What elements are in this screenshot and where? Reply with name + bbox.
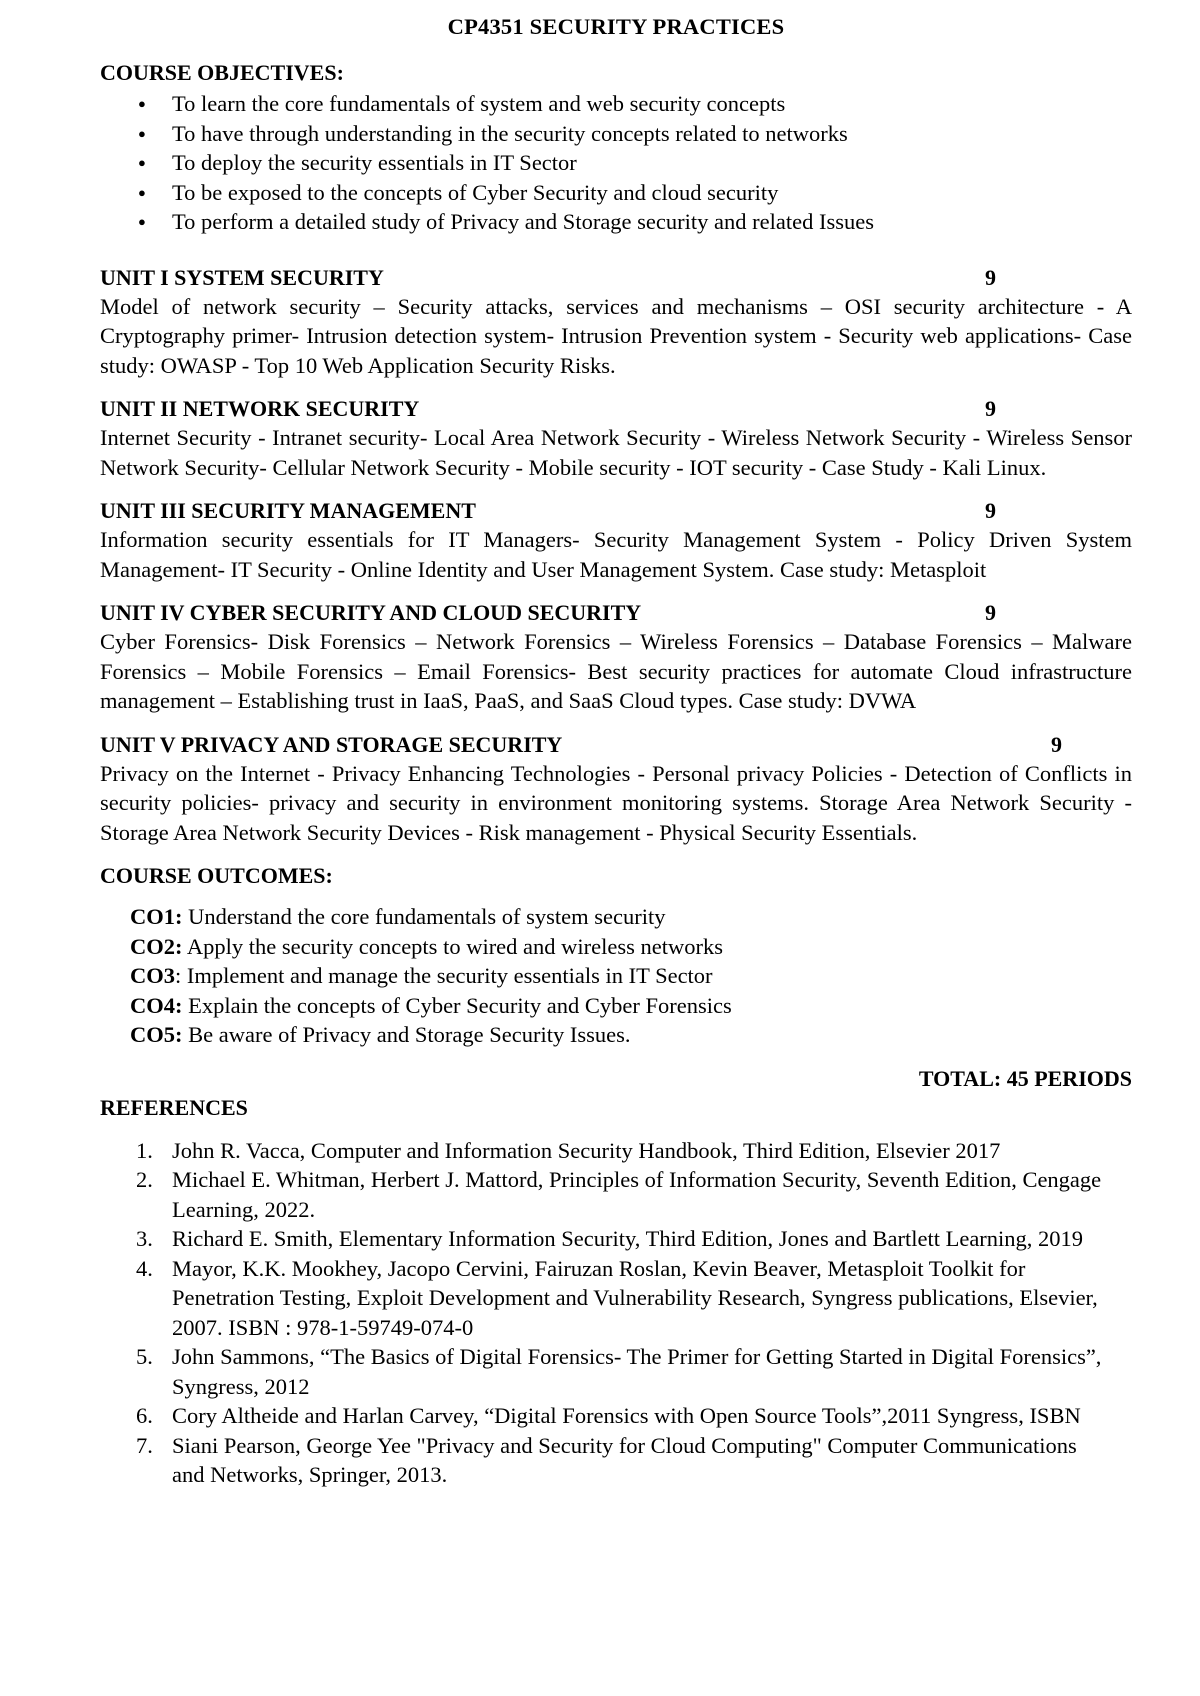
- unit-hours: 9: [985, 600, 996, 625]
- reference-text: Michael E. Whitman, Herbert J. Mattord, Principles of Information Security, Seventh Edition, Cengage Learning, 2022.: [172, 1167, 1102, 1222]
- outcomes-list: [100, 902, 1132, 1050]
- page-title: CP4351 SECURITY PRACTICES: [447, 14, 785, 39]
- reference-item: [136, 1401, 1132, 1431]
- unit-title: UNIT III SECURITY MANAGEMENT: [100, 498, 476, 523]
- outcome-text: : Implement and manage the security essentials in IT Sector: [175, 963, 713, 988]
- outcome-item: [130, 902, 1132, 932]
- reference-text: Siani Pearson, George Yee "Privacy and Security for Cloud Computing" Computer Communications and Networks, Springer, 2013.: [172, 1432, 1077, 1487]
- unit-hours: 9: [985, 396, 996, 421]
- outcome-item: [130, 991, 1132, 1021]
- reference-item: [136, 1136, 1132, 1166]
- unit-hours: 9: [985, 264, 996, 290]
- objective-item: ● To be exposed to the concepts of Cyber Security and cloud security: [172, 178, 1132, 208]
- reference-text: John R. Vacca, Computer and Information Security Handbook, Third Edition, Elsevier 2017: [172, 1137, 1001, 1163]
- outcome-text: Be aware of Privacy and Storage Security Issues.: [182, 1022, 631, 1047]
- reference-item: [136, 1165, 1132, 1224]
- reference-text: Mayor, K.K. Mookhey, Jacopo Cervini, Fairuzan Roslan, Kevin Beaver, Metasploit Toolkit for Penetration Testing, Exploit Development and Vulnerability Research, Syngress publications, Elsevier, 2007. ISBN : 978-1-59749-074-0: [172, 1255, 1098, 1340]
- reference-item: [136, 1254, 1132, 1343]
- outcome-text: Understand the core fundamentals of system security: [182, 904, 666, 929]
- reference-item: [136, 1431, 1132, 1490]
- outcome-code: CO5:: [130, 1022, 183, 1047]
- unit-3: [100, 496, 1132, 584]
- references-heading: REFERENCES: [100, 1094, 248, 1120]
- unit-heading: [100, 496, 1132, 525]
- outcome-text: Apply the security concepts to wired and wireless networks: [182, 933, 723, 959]
- objectives-list: [100, 89, 1132, 237]
- objective-item: ● To deploy the security essentials in IT Sector: [172, 148, 1132, 178]
- references-list: [100, 1136, 1132, 1490]
- outcome-item: [130, 932, 1132, 962]
- unit-hours: 9: [985, 498, 996, 523]
- reference-number: 3.: [136, 1226, 153, 1251]
- unit-title: UNIT V PRIVACY AND STORAGE SECURITY: [100, 731, 563, 757]
- unit-body: Model of network security – Security attacks, services and mechanisms – OSI security architecture - A Cryptography primer- Intrusion detection system- Intrusion Prevention system - Security web applications- Case study: OWASP - Top 10 Web Application Security Risks.: [100, 293, 1132, 378]
- reference-item: [136, 1224, 1132, 1254]
- unit-heading: [100, 598, 1132, 627]
- reference-number: 7.: [136, 1432, 153, 1458]
- unit-4: [100, 598, 1132, 716]
- reference-text: John Sammons, “The Basics of Digital Forensics- The Primer for Getting Started in Digital Forensics”, Syngress, 2012: [172, 1344, 1102, 1399]
- unit-5: [100, 730, 1132, 848]
- outcome-code: CO4:: [130, 992, 183, 1018]
- unit-body: Privacy on the Internet - Privacy Enhancing Technologies - Personal privacy Policies - Detection of Conflicts in security policies- privacy and security in environment monitoring systems. Storage Area Network Security - Storage Area Network Security Devices - Risk management - Physical Security Essentials.: [100, 760, 1132, 845]
- syllabus-page: [100, 10, 1132, 1490]
- unit-body: Information security essentials for IT Managers- Security Management System - Policy Driven System Management- IT Security - Online Identity and User Management System. Case study: Metasploit: [100, 527, 1132, 582]
- reference-number: 4.: [136, 1255, 153, 1281]
- unit-heading: [100, 394, 1132, 423]
- unit-2: [100, 394, 1132, 482]
- objective-item: ● To have through understanding in the security concepts related to networks: [172, 119, 1132, 149]
- unit-title: UNIT IV CYBER SECURITY AND CLOUD SECURITY: [100, 600, 642, 625]
- reference-text: Richard E. Smith, Elementary Information Security, Third Edition, Jones and Bartlett Learning, 2019: [172, 1226, 1084, 1251]
- reference-text: Cory Altheide and Harlan Carvey, “Digital Forensics with Open Source Tools”,2011 Syngress, ISBN: [172, 1403, 1081, 1428]
- outcome-text: Explain the concepts of Cyber Security and Cyber Forensics: [182, 992, 732, 1018]
- outcomes-heading: COURSE OUTCOMES:: [100, 863, 333, 888]
- objective-item: ● To perform a detailed study of Privacy and Storage security and related Issues: [172, 207, 1132, 237]
- unit-heading: [100, 730, 1132, 759]
- unit-title: UNIT II NETWORK SECURITY: [100, 396, 420, 421]
- unit-body: Cyber Forensics- Disk Forensics – Network Forensics – Wireless Forensics – Database Forensics – Malware Forensics – Mobile Forensics – Email Forensics- Best security practices for automate Cloud infrastructure management – Establishing trust in IaaS, PaaS, and SaaS Cloud types. Case study: DVWA: [100, 629, 1132, 713]
- course-outcomes: [100, 861, 1132, 1050]
- reference-number: 2.: [136, 1167, 153, 1192]
- outcome-item: [130, 1020, 1132, 1050]
- reference-number: 5.: [136, 1344, 153, 1369]
- outcome-item: [130, 961, 1132, 991]
- unit-body: Internet Security - Intranet security- Local Area Network Security - Wireless Network Security - Wireless Sensor Network Security- Cellular Network Security - Mobile security - IOT security - Case Study - Kali Linux.: [100, 425, 1132, 480]
- outcome-code: CO2:: [130, 933, 183, 959]
- unit-1: [100, 263, 1132, 381]
- objective-item: ● To learn the core fundamentals of system and web security concepts: [172, 89, 1132, 119]
- total-periods: TOTAL: 45 PERIODS: [918, 1065, 1132, 1091]
- outcome-code: CO1:: [130, 904, 183, 929]
- unit-hours: 9: [1051, 731, 1062, 757]
- objectives-heading: COURSE OBJECTIVES:: [100, 60, 344, 85]
- reference-number: 6.: [136, 1403, 153, 1428]
- reference-number: 1.: [136, 1137, 153, 1163]
- unit-title: UNIT I SYSTEM SECURITY: [100, 264, 384, 290]
- unit-heading: [100, 263, 1132, 292]
- outcome-code: CO3: [130, 963, 175, 988]
- reference-item: [136, 1342, 1132, 1401]
